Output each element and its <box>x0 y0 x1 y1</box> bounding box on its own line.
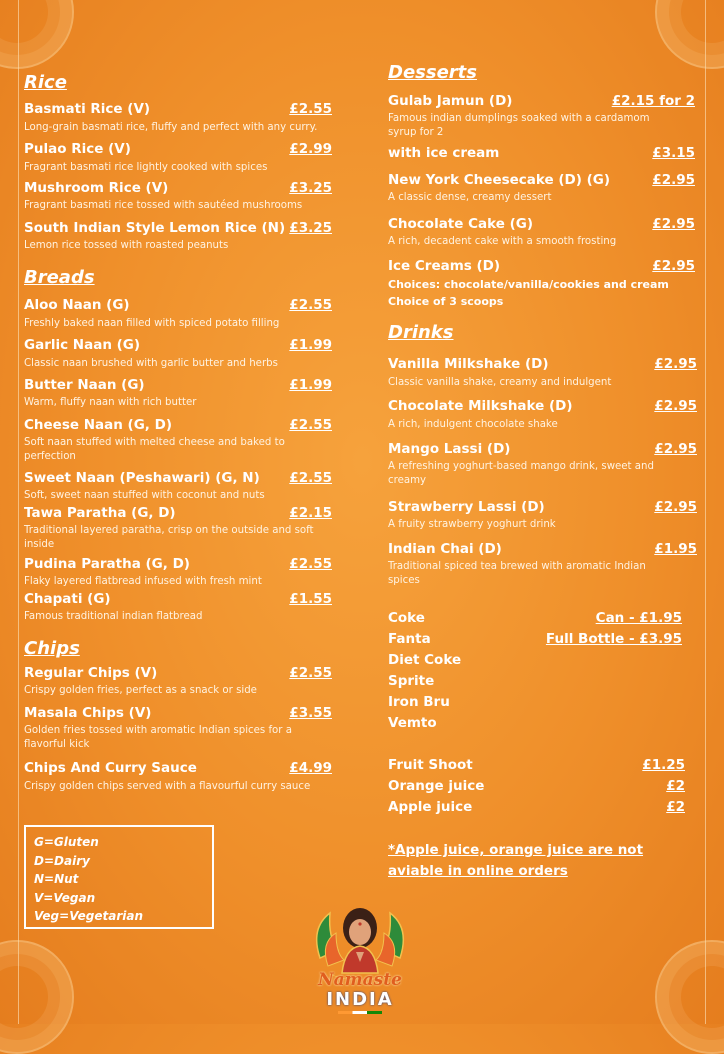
item-description: Long-grain basmati rice, fluffy and perfect with any curry. <box>24 122 318 133</box>
item-description-extra: Choice of 3 scoops <box>388 295 504 308</box>
legend-entry: N=Nut <box>34 872 79 886</box>
item-name: Chocolate Milkshake (D) <box>388 398 573 414</box>
item-description: Traditional spiced tea brewed with aromatic Indian spices <box>388 561 646 586</box>
item-price: £2.95 <box>652 172 695 188</box>
juice-price: £2 <box>666 778 685 794</box>
item-name: Sweet Naan (Peshawari) (G, N) <box>24 470 260 486</box>
item-description: Soft naan stuffed with melted cheese and baked to perfection <box>24 437 285 462</box>
item-name: New York Cheesecake (D) (G) <box>388 172 611 188</box>
item-description: Crispy golden fries, perfect as a snack or side <box>24 685 257 696</box>
online-orders-note: *Apple juice, orange juice are not aviable in online orders <box>388 842 644 879</box>
item-description: Classic vanilla shake, creamy and indulgent <box>388 377 612 388</box>
soft-drink-item: Fanta <box>388 631 431 647</box>
item-price: £3.25 <box>289 220 332 236</box>
soft-drink-item: Coke <box>388 610 425 626</box>
item-name: Chocolate Cake (G) <box>388 216 534 232</box>
item-description: A rich, decadent cake with a smooth frosting <box>388 236 617 247</box>
item-description: A rich, indulgent chocolate shake <box>388 419 558 430</box>
item-price: £3.55 <box>289 705 332 721</box>
item-price: £1.99 <box>289 377 332 393</box>
item-description: Freshly baked naan filled with spiced potato filling <box>24 318 280 329</box>
item-name: Mango Lassi (D) <box>388 441 511 457</box>
section-heading-chips: Chips <box>24 638 80 659</box>
item-price: £2.95 <box>654 499 697 515</box>
item-price: £2.99 <box>289 141 332 157</box>
item-description: Golden fries tossed with aromatic Indian spices for a flavorful kick <box>24 725 292 750</box>
item-name: Chapati (G) <box>24 591 111 607</box>
section-heading-drinks: Drinks <box>388 322 454 343</box>
item-price: £2.95 <box>652 216 695 232</box>
legend-entry: D=Dairy <box>34 853 90 868</box>
item-price: £2.55 <box>289 297 332 313</box>
item-name: with ice cream <box>388 145 500 161</box>
juice-price: £2 <box>666 799 685 815</box>
item-price: £4.99 <box>289 760 332 776</box>
item-name: Vanilla Milkshake (D) <box>388 356 549 372</box>
juice-name: Orange juice <box>388 778 485 794</box>
item-description: Fragrant basmati rice tossed with sautéed mushrooms <box>24 200 303 211</box>
item-price: £3.15 <box>652 145 695 161</box>
item-description: Lemon rice tossed with roasted peanuts <box>24 240 229 251</box>
item-description: A refreshing yoghurt-based mango drink, sweet and creamy <box>388 461 654 486</box>
item-price: £2.55 <box>289 470 332 486</box>
item-name: Strawberry Lassi (D) <box>388 499 545 515</box>
item-description: A classic dense, creamy dessert <box>388 192 552 203</box>
item-name: Chips And Curry Sauce <box>24 760 197 776</box>
logo-text-india: INDIA <box>326 989 394 1010</box>
item-name: Pulao Rice (V) <box>24 141 131 157</box>
legend-entry: V=Vegan <box>34 890 96 905</box>
item-price: £1.95 <box>654 541 697 557</box>
item-name: Basmati Rice (V) <box>24 101 151 117</box>
item-price: £1.99 <box>289 337 332 353</box>
item-price: £2.55 <box>289 665 332 681</box>
soft-drink-item: Vemto <box>388 715 437 731</box>
item-price: £2.95 <box>654 356 697 372</box>
item-name: Tawa Paratha (G, D) <box>24 505 176 521</box>
item-name: Regular Chips (V) <box>24 665 158 681</box>
legend-entry: Veg=Vegetarian <box>34 909 143 923</box>
item-name: Butter Naan (G) <box>24 377 145 393</box>
item-price: £2.15 for 2 <box>611 93 695 109</box>
item-name: Gulab Jamun (D) <box>388 93 513 109</box>
item-price: £2.95 <box>654 441 697 457</box>
soft-drink-item: Sprite <box>388 673 435 689</box>
item-name: Cheese Naan (G, D) <box>24 417 173 433</box>
item-price: £2.15 <box>289 505 332 521</box>
bottle-price: Full Bottle - £3.95 <box>545 631 682 647</box>
item-description: A fruity strawberry yoghurt drink <box>388 519 556 530</box>
juice-name: Fruit Shoot <box>388 757 473 773</box>
item-price: £1.55 <box>289 591 332 607</box>
item-price: £2.55 <box>289 417 332 433</box>
item-description: Crispy golden chips served with a flavourful curry sauce <box>24 781 311 792</box>
juice-price: £1.25 <box>642 757 685 773</box>
item-price: £2.55 <box>289 556 332 572</box>
logo-text-namaste: Namaste <box>318 970 402 990</box>
section-heading-rice: Rice <box>24 72 67 93</box>
juice-name: Apple juice <box>388 799 473 815</box>
item-name: Ice Creams (D) <box>388 258 501 274</box>
soft-drink-item: Iron Bru <box>388 694 450 710</box>
item-name: Pudina Paratha (G, D) <box>24 556 190 572</box>
item-price: £2.55 <box>289 101 332 117</box>
item-price: £3.25 <box>289 180 332 196</box>
item-name: Mushroom Rice (V) <box>24 180 169 196</box>
can-price: Can - £1.95 <box>595 610 682 626</box>
item-name: Aloo Naan (G) <box>24 297 130 313</box>
item-price: £2.95 <box>652 258 695 274</box>
legend-entry: G=Gluten <box>34 835 99 849</box>
item-description: Fragrant basmati rice lightly cooked with spices <box>24 162 268 173</box>
soft-drink-item: Diet Coke <box>388 652 462 668</box>
section-heading-desserts: Desserts <box>388 62 477 83</box>
item-price: £2.95 <box>654 398 697 414</box>
item-description: Warm, fluffy naan with rich butter <box>24 397 197 408</box>
item-name: Garlic Naan (G) <box>24 337 141 353</box>
item-name: South Indian Style Lemon Rice (N) <box>24 220 286 236</box>
item-name: Masala Chips (V) <box>24 705 152 721</box>
allergen-legend <box>24 825 214 929</box>
item-description: Famous traditional indian flatbread <box>24 611 203 622</box>
item-description: Flaky layered flatbread infused with fresh mint <box>24 576 262 587</box>
item-description: Traditional layered paratha, crisp on the outside and soft inside <box>24 525 314 550</box>
item-description: Soft, sweet naan stuffed with coconut and nuts <box>24 490 265 501</box>
item-description: Choices: chocolate/vanilla/cookies and cream <box>388 278 669 291</box>
section-heading-breads: Breads <box>24 267 95 288</box>
item-description: Classic naan brushed with garlic butter and herbs <box>24 358 278 369</box>
flag-stripe <box>338 1011 382 1014</box>
restaurant-logo <box>300 888 420 1018</box>
item-description: Famous indian dumplings soaked with a cardamom syrup for 2 <box>388 113 650 138</box>
item-name: Indian Chai (D) <box>388 541 502 557</box>
